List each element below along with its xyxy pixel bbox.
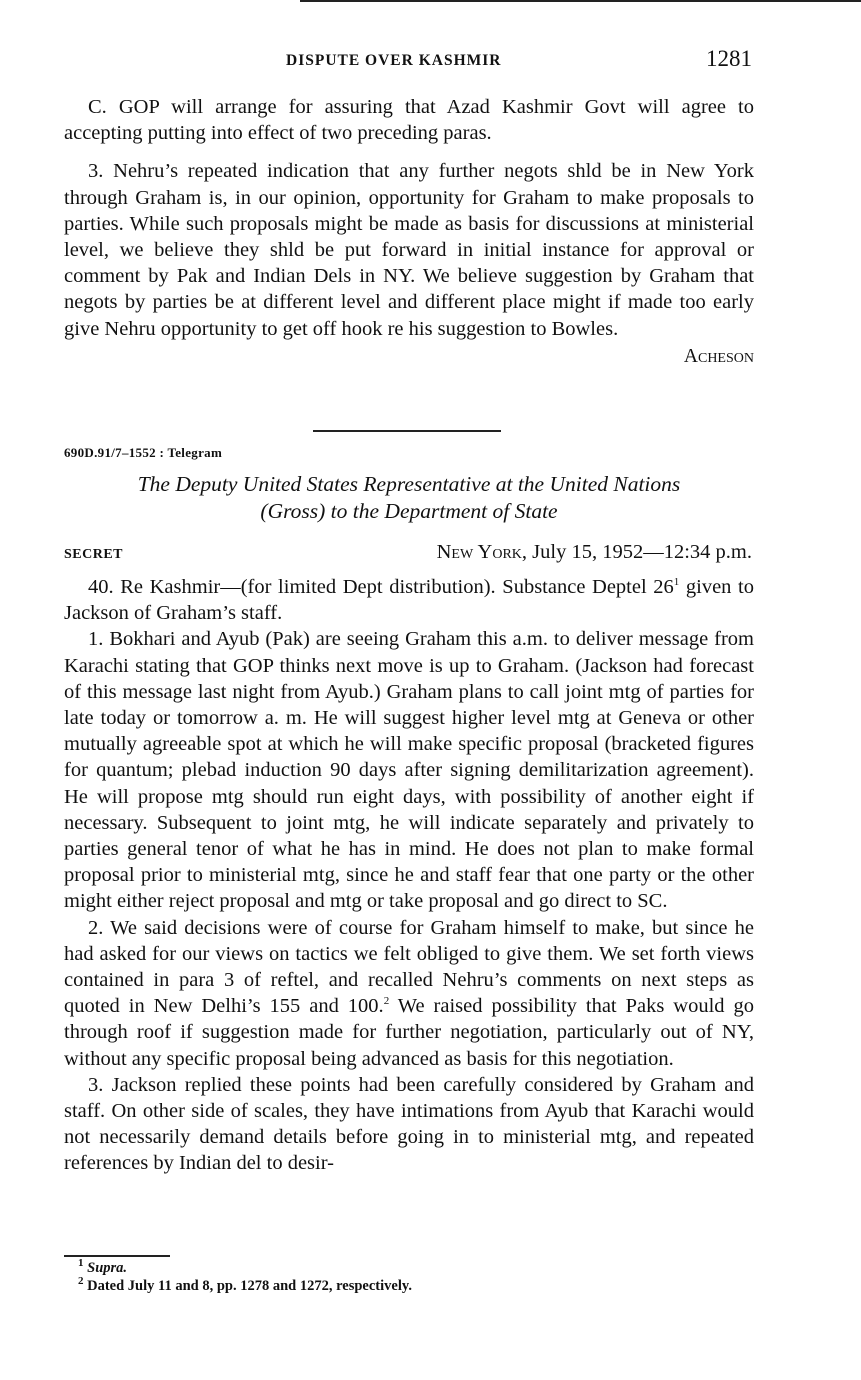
paragraph-40-text-end: given to Jackson of Graham’s staff.	[64, 576, 754, 625]
footnote-2	[78, 1277, 412, 1295]
continued-text	[64, 94, 754, 368]
paragraph-40-text: 40. Re Kashmir—(for limited Dept distribution). Substance Deptel 26	[88, 576, 674, 598]
top-rule	[300, 0, 861, 2]
signature: Acheson	[683, 345, 754, 367]
title-line-1: The Deputy United States Representative at the United Nations	[137, 472, 681, 496]
footnote-1-text: Supra.	[83, 1260, 128, 1276]
paragraph-2	[64, 915, 754, 1072]
page-header	[64, 46, 754, 76]
running-head: DISPUTE OVER KASHMIR	[286, 52, 502, 69]
paragraph-c: C. GOP will arrange for assuring that Azad Kashmir Govt will agree to accepting putting into effect of two preceding paras.	[64, 96, 754, 145]
footnote-2-mark: 2	[78, 1275, 84, 1288]
footnote-ref-1: 1	[673, 576, 680, 589]
footnote-1-mark: 1	[78, 1257, 84, 1270]
page-number: 1281	[706, 46, 752, 71]
paragraph-2-text: 2. We said decisions were of course for Graham himself to make, but since he had asked for our views on tactics we felt obliged to give them. We set forth views contained in para 3 of reftel, and recalled Nehru’s comments on next steps as quoted in New Delhi’s 155 and 100.	[64, 916, 754, 1018]
footnote-2-text: Dated July 11 and 8, pp. 1278 and 1272, respectively.	[83, 1278, 412, 1294]
paragraph-1: 1. Bokhari and Ayub (Pak) are seeing Graham this a.m. to deliver message from Karachi stating that GOP thinks next move is up to Graham. (Jackson had forecast of this message last night from Ayub.) Graham plans to call joint mtg of parties for late today or tomorrow a. m. He will suggest higher level mtg at Geneva or other mutually agreeable spot at which he will make specific proposal (bracketed figures for quantum; plebad induction 90 days after signing demilitarization agreement). He will propose mtg should run eight days, with possibility of another eight if necessary. Subsequent to joint mtg, he will indicate separately and privately to parties general tenor of what he has in mind. He does not plan to make formal proposal prior to ministerial mtg, since he and staff fear that one party or the other might either reject proposal and mtg or take proposal and go direct to SC.	[64, 628, 754, 913]
paragraph-3: 3. Jackson replied these points had been carefully considered by Graham and staff. On other side of scales, they have intimations from Ayub that Karachi would not necessarily demand details before going in to ministerial mtg, and repeated references by Indian del to desir-	[64, 1073, 754, 1175]
paragraph-40	[64, 574, 754, 626]
section-separator	[313, 430, 501, 432]
telegram-body	[64, 574, 754, 1177]
document-meta	[64, 541, 754, 569]
file-reference: 690D.91/7–1552 : Telegram	[64, 445, 223, 460]
paragraph-3-continued: 3. Nehru’s repeated indication that any further negots shld be in New York through Graham is, in our opinion, opportunity for Graham to make proposals to parties. While such proposals might be made as basis for discussions at ministerial level, we believe they shld be put forward in initial instance for approval or comment by Pak and Indian Dels in NY. We believe suggestion by Graham that negots by parties be at different level and different place might if made too early give Nehru opportunity to get off hook re his suggestion to Bowles.	[64, 160, 754, 340]
classification: SECRET	[64, 547, 124, 562]
footnote-1	[78, 1259, 412, 1277]
footnotes	[78, 1259, 412, 1295]
dateline-place: New York,	[436, 541, 528, 563]
footnote-ref-2: 2	[383, 995, 390, 1008]
dateline-date: July 15, 1952—12:34 p.m.	[527, 541, 752, 563]
document-title	[64, 471, 754, 525]
title-line-2: (Gross) to the Department of State	[260, 499, 558, 523]
paragraph-2-text-end: We raised possibility that Paks would go through roof if suggestion made for further negotiation, particularly out of NY, without any specific proposal being advanced as basis for this negotiation.	[64, 995, 754, 1070]
dateline	[437, 541, 752, 564]
